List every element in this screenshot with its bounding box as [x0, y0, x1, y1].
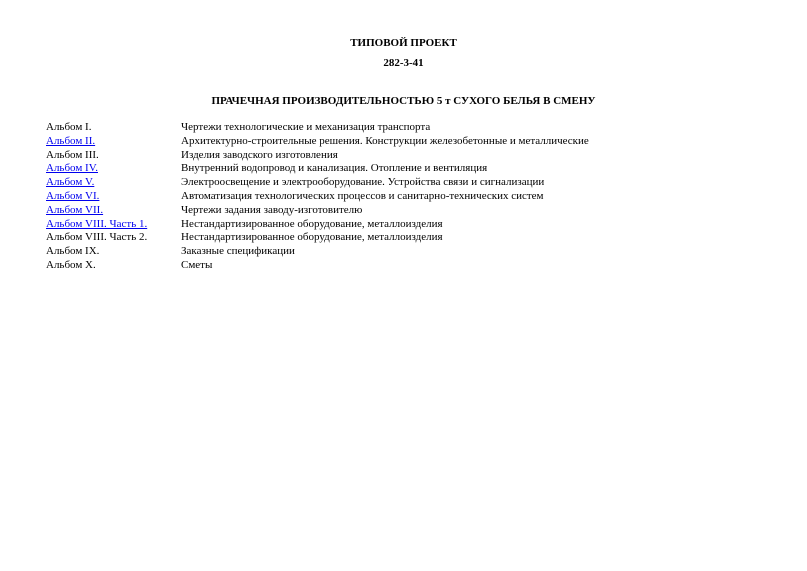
document-number-heading: 282-3-41 [383, 57, 424, 69]
album-name: Альбом I. [46, 121, 92, 133]
album-row [46, 162, 766, 176]
album-description: Сметы [181, 258, 213, 271]
album-row [46, 190, 766, 204]
album-row [46, 204, 766, 218]
album-row [46, 231, 766, 245]
album-name: Альбом III. [46, 148, 99, 161]
album-description: Нестандартизированное оборудование, металлоизделия [181, 217, 443, 230]
album-description: Автоматизация технологических процессов и санитарно-технических систем [181, 189, 544, 202]
album-description: Нестандартизированное оборудование, металлоизделия [181, 231, 443, 244]
album-row [46, 135, 766, 149]
album-description: Чертежи задания заводу-изготовителю [181, 203, 363, 216]
album-name: Альбом X. [46, 258, 96, 271]
album-row [46, 121, 766, 135]
album-link[interactable]: Альбом II. [46, 134, 96, 147]
album-description: Электроосвещение и электрооборудование. Устройства связи и сигнализации [181, 176, 545, 189]
album-link[interactable]: Альбом VI. [46, 189, 100, 202]
album-row [46, 245, 766, 259]
album-description: Изделия заводского изготовления [181, 148, 338, 161]
album-row [46, 149, 766, 163]
album-name: Альбом IX. [46, 245, 100, 258]
album-row [46, 259, 766, 273]
album-list [46, 121, 766, 273]
album-link[interactable]: Альбом V. [46, 176, 95, 189]
document-title-heading: ПРАЧЕЧНАЯ ПРОИЗВОДИТЕЛЬНОСТЬЮ 5 т СУХОГО БЕЛЬЯ В СМЕНУ [211, 95, 596, 107]
album-description: Заказные спецификации [181, 245, 295, 258]
album-link[interactable]: Альбом VII. [46, 203, 104, 216]
album-link[interactable]: Альбом VIII. Часть 1. [46, 217, 148, 230]
album-link[interactable]: Альбом IV. [46, 162, 98, 175]
document-type-heading: ТИПОВОЙ ПРОЕКТ [350, 37, 457, 49]
album-row [46, 176, 766, 190]
album-description: Архитектурно-строительные решения. Конструкции железобетонные и металлические [181, 134, 589, 147]
album-description: Внутренний водопровод и канализация. Отопление и вентиляция [181, 162, 488, 175]
album-name: Альбом VIII. Часть 2. [46, 231, 148, 244]
album-row [46, 218, 766, 232]
album-description: Чертежи технологические и механизация транспорта [181, 121, 431, 133]
